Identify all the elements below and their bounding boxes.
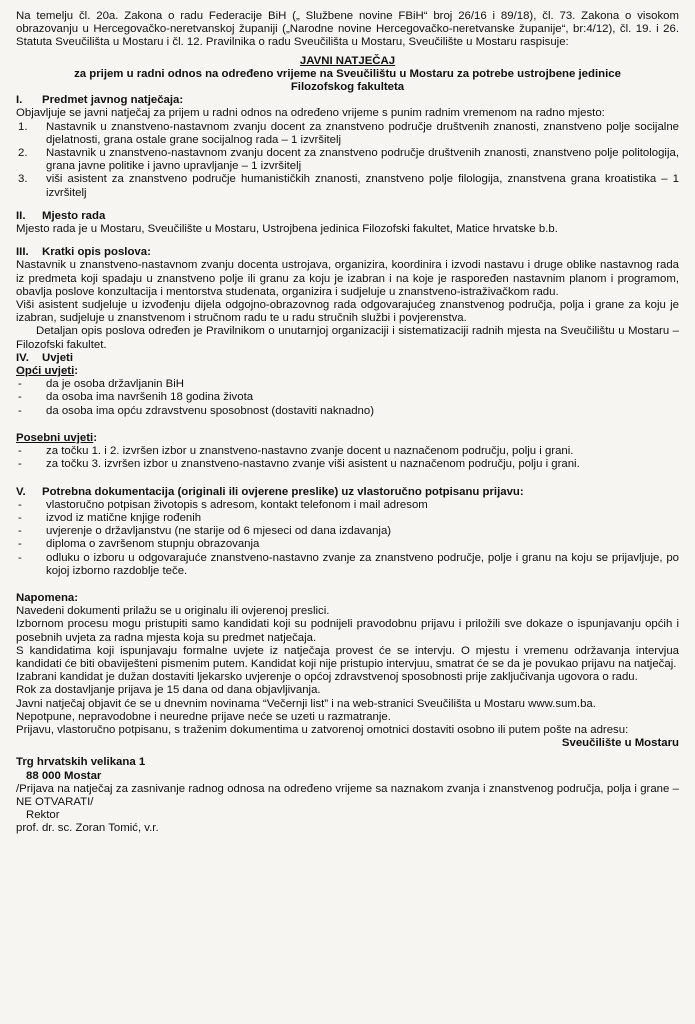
section-number: V. xyxy=(16,485,26,498)
list-item-text: Nastavnik u znanstveno-nastavnom zvanju docent za znanstveno područje društvenih znanosti, znanstveno polje politologija, grana javne politike i javno upravljanje – 1 izvršitelj xyxy=(46,147,679,173)
note-line: Prijavu, vlastoručno potpisanu, s traženim dokumentima u zatvorenoj omotnici dostaviti osobno ili putem pošte na adresu: xyxy=(16,723,629,736)
note-line: Izbornom procesu mogu pristupiti samo kandidati koji su podnijeli pravodobnu prijavu i priložili sve dokaze o ispunjavanju općih i posebnih uvjeta za radna mjesta koja su predmet natječaja. xyxy=(16,618,679,644)
note-line: Izabrani kandidat je dužan dostaviti ljekarsko uvjerenje o općoj zdravstvenoj sposobnosti prije zaključivanja ugovora o radu. xyxy=(16,671,638,684)
section-3-paragraph-1: Nastavnik u znanstveno-nastavnom zvanju docenta ustrojava, organizira, koordinira i izvodi nastavu i druge oblike nastavnog rada iz predmeta koji spadaju u znanstveno polje ili granu za koju je izabran i na koje je raspoređen nastavnim planom i programom, obavlja poslove konzultacija i mentorstva studenata, organizira i sudjeluje u znanstveno-istraživačkom radu. xyxy=(16,259,679,298)
section-5-heading xyxy=(16,486,679,499)
note-heading: Napomena: xyxy=(16,591,79,604)
list-item-text: viši asistent za znanstveno područje humanističkih znanosti, znanstveno polje filologija, znanstvena grana kroatistika – 1 izvršitelj xyxy=(46,173,679,199)
list-item xyxy=(16,552,679,578)
envelope-remark: /Prijava na natječaj za zasnivanje radnog odnosa na određeno vrijeme sa naznakom zvanja i znanstvenog područja, polja i grane – NE OTVARATI/ xyxy=(16,782,679,808)
list-item xyxy=(16,525,679,538)
note-line: Rok za dostavljanje prijava je 15 dana od dana objavljivanja. xyxy=(16,684,321,697)
list-marker: - xyxy=(18,404,22,417)
list-item-text: odluku o izboru u odgovarajuće znanstveno-nastavno zvanje za znanstveno područje, polje i granu na koju se prijavljuje, po kojoj izborno razdoblje teče. xyxy=(46,551,679,577)
list-item-text: za točku 3. izvršen izbor u znanstveno-nastavno zvanje viši asistent u naznačenom području, polju i grani. xyxy=(46,458,580,471)
special-conditions-list xyxy=(16,445,679,471)
address-organization: Sveučilište u Mostaru xyxy=(561,737,679,750)
list-item xyxy=(16,538,679,551)
section-title: Kratki opis poslova: xyxy=(42,246,151,259)
list-marker: 2. xyxy=(18,147,28,160)
special-conditions-heading: Posebni uvjeti: xyxy=(16,431,98,444)
list-marker: 3. xyxy=(18,173,28,186)
title-subtitle: za prijem u radni odnos na određeno vrijeme na Sveučilištu u Mostaru za potrebe ustrojbene jedinice xyxy=(74,67,621,80)
section-title: Mjesto rada xyxy=(42,209,106,222)
positions-list xyxy=(16,121,679,200)
section-number: III. xyxy=(16,246,29,259)
section-3-paragraph-2: Viši asistent sudjeluje u izvođenju dijela odgojno-obrazovnog rada odgovarajućeg znanstvenog područja, polja i grane za koju je izabran, sudjeluje u znanstvenom i stručnom radu te u radu stručnih službi i povjerenstva. xyxy=(16,299,679,325)
title-main: JAVNI NATJEČAJ xyxy=(299,54,396,67)
note-line: S kandidatima koji ispunjavaju formalne uvjete iz natječaja provest će se intervju. O mjestu i vremenu održavanja intervjua kandidati će biti obaviješteni pismenim putem. Kandidat koji nije pristupio intervjuu, smatrat će se da je povukao prijavu na natječaj. xyxy=(16,644,679,670)
list-item-text: uvjerenje o državljanstvu (ne starije od 6 mjeseci od dana izdavanja) xyxy=(46,525,392,538)
intro-paragraph: Na temelju čl. 20a. Zakona o radu Federacije BiH („ Službene novine FBiH“ broj 26/16 i 89/18), čl. 73. Zakona o visokom obrazovanju u Hercegovačko-neretvanskoj županiji („Narodne novine Hercegovačko-neretvanske županije“, br:4/12), čl. 19. i 26. Statuta Sveučilišta u Mostaru i čl. 12. Pravilnika o radu Sveučilišta u Mostaru, Sveučilište u Mostaru raspisuje: xyxy=(16,10,679,49)
list-marker: - xyxy=(18,551,22,564)
list-marker: - xyxy=(18,391,22,404)
list-marker: - xyxy=(18,538,22,551)
list-item-text: za točku 1. i 2. izvršen izbor u znanstveno-nastavno zvanje docent u naznačenom području, polju i grani. xyxy=(46,445,574,458)
section-number: I. xyxy=(16,94,23,107)
section-number: II. xyxy=(16,209,26,222)
list-item-text: izvod iz matične knjige rođenih xyxy=(46,511,202,524)
note-line: Javni natječaj objavit će se u dnevnim novinama “Večernji list” i na web-stranici Sveučilišta u Mostaru www.sum.ba. xyxy=(16,697,596,710)
list-item-text: Nastavnik u znanstveno-nastavnom zvanju docent za znanstveno područje društvenih znanosti, znanstveno polje socijalne djelatnosti, grana ostale grane socijalnog rada – 1 izvršitelj xyxy=(46,120,679,146)
list-item xyxy=(16,378,679,391)
section-number: IV. xyxy=(16,351,29,364)
section-1-heading xyxy=(16,94,679,107)
section-title: Predmet javnog natječaja: xyxy=(42,94,184,107)
address-street: Trg hrvatskih velikana 1 xyxy=(16,756,146,769)
section-3-heading xyxy=(16,246,679,259)
section-2-text: Mjesto rada je u Mostaru, Sveučilište u Mostaru, Ustrojbena jedinica Filozofski fakultet, Matice hrvatske b.b. xyxy=(16,223,558,236)
list-item xyxy=(16,391,679,404)
signature-role: Rektor xyxy=(26,809,60,822)
general-conditions-list xyxy=(16,378,679,418)
signature-name: prof. dr. sc. Zoran Tomić, v.r. xyxy=(16,822,159,835)
list-marker: - xyxy=(18,378,22,391)
general-conditions-label: Opći uvjeti xyxy=(16,365,75,378)
list-marker: - xyxy=(18,458,22,471)
list-item-text: vlastoručno potpisan životopis s adresom, kontakt telefonom i mail adresom xyxy=(46,498,428,511)
note-line: Nepotpune, nepravodobne i neuredne prijave neće se uzeti u razmatranje. xyxy=(16,710,391,723)
list-item xyxy=(16,173,679,199)
list-item-text: da je osoba državljanin BiH xyxy=(46,378,185,391)
address-city: 88 000 Mostar xyxy=(26,769,102,782)
list-item xyxy=(16,458,679,471)
section-1-text: Objavljuje se javni natječaj za prijem u radni odnos na određeno vrijeme s punim radnim vremenom na radno mjesto: xyxy=(16,107,605,120)
list-marker: - xyxy=(18,525,22,538)
list-marker: - xyxy=(18,511,22,524)
general-conditions-heading: Opći uvjeti: xyxy=(16,365,79,378)
list-item-text: da osoba ima navršenih 18 godina života xyxy=(46,391,254,404)
list-item xyxy=(16,405,679,418)
list-item xyxy=(16,445,679,458)
section-4-heading xyxy=(16,352,679,365)
section-2-heading xyxy=(16,210,679,223)
list-marker: 1. xyxy=(18,120,28,133)
note-line: Navedeni dokumenti prilažu se u originalu ili ovjerenoj preslici. xyxy=(16,605,330,618)
list-marker: - xyxy=(18,498,22,511)
list-item xyxy=(16,499,679,512)
list-item xyxy=(16,121,679,147)
special-conditions-label: Posebni uvjeti xyxy=(16,431,94,444)
title-faculty: Filozofskog fakulteta xyxy=(290,81,405,94)
section-title: Uvjeti xyxy=(42,351,74,364)
list-item-text: da osoba ima opću zdravstvenu sposobnost (dostaviti naknadno) xyxy=(46,404,374,417)
list-marker: - xyxy=(18,445,22,458)
list-item-text: diploma o završenom stupnju obrazovanja xyxy=(46,538,260,551)
notice-title xyxy=(16,55,679,95)
list-item xyxy=(16,147,679,173)
list-item xyxy=(16,512,679,525)
section-title: Potrebna dokumentacija (originali ili ovjerene preslike) uz vlastoručno potpisanu prijavu: xyxy=(42,485,524,498)
section-3-paragraph-3: Detaljan opis poslova određen je Pravilnikom o unutarnjoj organizaciji i sistematizaciji radnih mjesta na Sveučilištu u Mostaru – Filozofski fakultet. xyxy=(16,325,679,351)
documentation-list xyxy=(16,499,679,578)
